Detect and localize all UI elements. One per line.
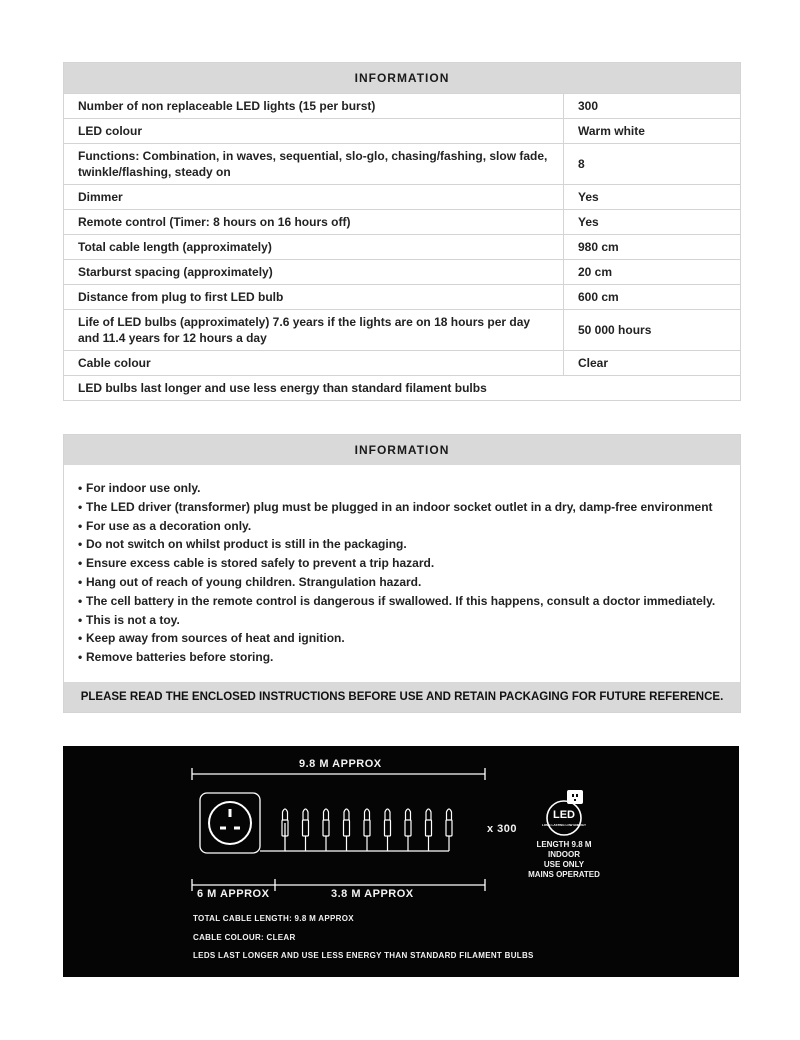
spec-footer-note: LED bulbs last longer and use less energy than standard filament bulbs — [64, 376, 740, 401]
spec-value: Warm white — [564, 119, 741, 144]
spec-label: Distance from plug to first LED bulb — [64, 285, 564, 310]
spec-value: 50 000 hours — [564, 310, 741, 351]
table-row — [64, 210, 740, 235]
table-row — [64, 285, 740, 310]
list-item — [78, 498, 740, 517]
list-item — [78, 611, 740, 630]
lead-cable — [260, 823, 285, 851]
bullet-icon: • — [78, 537, 83, 552]
bulb-count-label: x 300 — [487, 823, 518, 835]
bullet-text: Ensure excess cable is stored safely to prevent a trip hazard. — [86, 556, 435, 571]
bullet-icon: • — [78, 518, 83, 533]
spec-label: Cable colour — [64, 351, 564, 376]
led-bulb-icon — [446, 809, 452, 851]
spec-value: Yes — [564, 185, 741, 210]
bullet-icon: • — [78, 481, 83, 495]
lit-length-label: 3.8 M APPROX — [331, 888, 414, 900]
table-footer-row — [64, 376, 740, 401]
spec-label: Total cable length (approximately) — [64, 235, 564, 260]
note-energy: LEDS LAST LONGER AND USE LESS ENERGY THAN STANDARD FILAMENT BULBS — [193, 951, 534, 960]
spec-value: 980 cm — [564, 235, 741, 260]
list-item — [78, 554, 740, 573]
bullet-icon: • — [78, 556, 83, 571]
safety-info-box — [63, 434, 741, 713]
bullet-icon: • — [78, 650, 83, 665]
safety-bullet-list — [64, 465, 740, 667]
use-only-info: USE ONLY — [543, 860, 585, 869]
bullet-text: This is not a toy. — [86, 612, 180, 627]
spec-table — [63, 62, 741, 401]
led-bulb-icon — [364, 809, 370, 851]
plug-socket-icon — [200, 793, 260, 853]
bullet-icon: • — [78, 574, 83, 589]
bullet-text: Hang out of reach of young children. Strangulation hazard. — [86, 574, 422, 589]
list-item — [78, 592, 740, 611]
note-cable-length: TOTAL CABLE LENGTH: 9.8 M APPROX — [193, 914, 354, 923]
spec-value: 20 cm — [564, 260, 741, 285]
bullet-text: Keep away from sources of heat and ignition. — [86, 631, 345, 646]
spec-label: Remote control (Timer: 8 hours on 16 hours off) — [64, 210, 564, 235]
list-item — [78, 479, 740, 498]
led-bulb-icon — [385, 809, 391, 851]
note-cable-colour: CABLE COLOUR: CLEAR — [193, 933, 296, 942]
list-item — [78, 629, 740, 648]
led-bulb-icon — [303, 809, 309, 851]
bullet-text: For use as a decoration only. — [86, 518, 252, 533]
info-box-header: INFORMATION — [64, 435, 740, 465]
indoor-info: INDOOR — [548, 850, 580, 859]
table-row — [64, 235, 740, 260]
table-row — [64, 94, 740, 119]
spec-label: Dimmer — [64, 185, 564, 210]
total-length-label: 9.8 M APPROX — [299, 758, 382, 770]
table-row — [64, 185, 740, 210]
bullet-text: The cell battery in the remote control is dangerous if swallowed. If this happens, consult a doctor immediately. — [86, 593, 716, 608]
spec-value: 8 — [564, 144, 741, 185]
bullet-icon: • — [78, 612, 83, 627]
bullet-text: For indoor use only. — [86, 481, 201, 495]
instructions-warning-bar: PLEASE READ THE ENCLOSED INSTRUCTIONS BEFORE USE AND RETAIN PACKAGING FOR FUTURE REFERENCE. — [64, 682, 740, 712]
spec-label: Life of LED bulbs (approximately) 7.6 years if the lights are on 18 hours per day and 11.4 years for 12 hours a day — [64, 310, 564, 351]
bullet-text: Remove batteries before storing. — [86, 650, 274, 665]
led-badge-small-text: LONG LASTING LOW ENERGY — [542, 823, 586, 827]
spec-label: Starburst spacing (approximately) — [64, 260, 564, 285]
lead-length-label: 6 M APPROX — [197, 888, 270, 900]
spec-label: Functions: Combination, in waves, sequential, slo-glo, chasing/fashing, slow fade, twinkle/flashing, steady on — [64, 144, 564, 185]
spec-table-header: INFORMATION — [64, 63, 740, 93]
bullet-text: Do not switch on whilst product is still in the packaging. — [86, 537, 407, 552]
spec-value: 300 — [564, 94, 741, 119]
led-bulb-icon — [344, 809, 350, 851]
bullet-icon: • — [78, 631, 83, 646]
product-spec-block — [521, 840, 607, 880]
led-bulb-icon — [323, 809, 329, 851]
mains-info: MAINS OPERATED — [528, 870, 600, 879]
table-row — [64, 310, 740, 351]
length-info: LENGTH 9.8 M — [536, 840, 592, 849]
diagram-graphics — [63, 746, 739, 977]
spec-label: Number of non replaceable LED lights (15 per burst) — [64, 94, 564, 119]
bullet-text: The LED driver (transformer) plug must be plugged in an indoor socket outlet in a dry, damp-free environment — [86, 499, 713, 514]
table-row — [64, 351, 740, 376]
spec-table-body — [64, 93, 740, 400]
table-row — [64, 144, 740, 185]
spec-value: Yes — [564, 210, 741, 235]
light-string-diagram — [63, 746, 739, 977]
spec-label: LED colour — [64, 119, 564, 144]
list-item — [78, 517, 740, 536]
led-badge-text: LED — [553, 809, 575, 821]
list-item — [78, 535, 740, 554]
led-bulb-icon — [405, 809, 411, 851]
led-bulb-icon — [426, 809, 432, 851]
bulb-string — [282, 809, 452, 851]
spec-value: Clear — [564, 351, 741, 376]
list-item — [78, 648, 740, 667]
table-row — [64, 119, 740, 144]
list-item — [78, 573, 740, 592]
table-row — [64, 260, 740, 285]
bullet-icon: • — [78, 499, 83, 514]
bullet-icon: • — [78, 593, 83, 608]
spec-value: 600 cm — [564, 285, 741, 310]
